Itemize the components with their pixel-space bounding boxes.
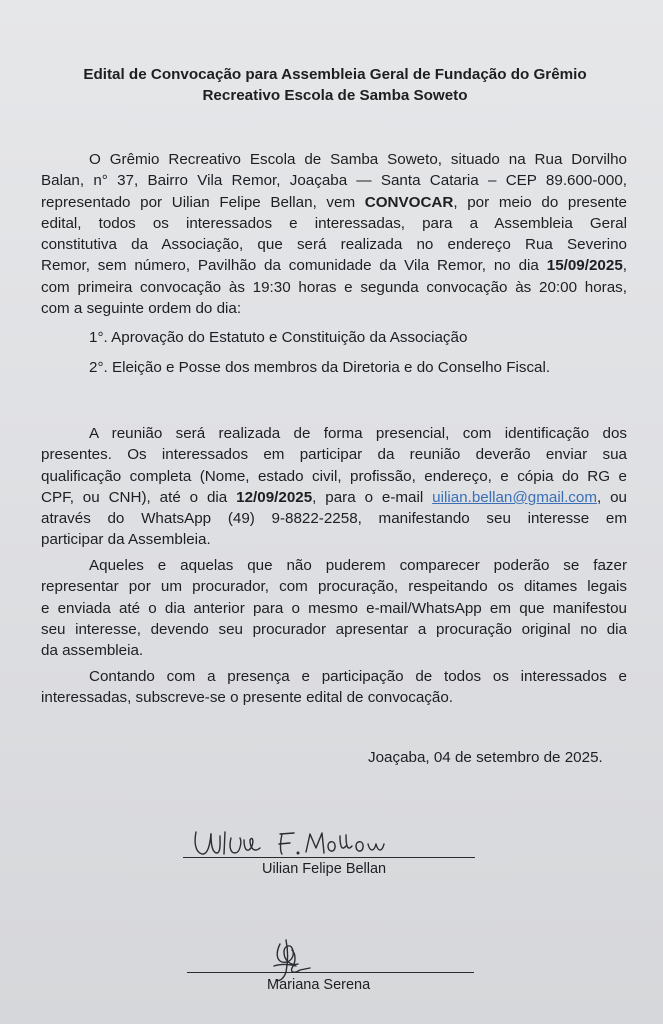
signature-line-1 [183,857,475,858]
paragraph-line: da assembleia. [41,642,144,660]
paragraph-line: A reunião será realizada de forma presencial, com identificação dos [89,425,627,442]
document-title [30,64,640,106]
paragraph-line: Balan, n° 37, Bairro Vila Remor, Joaçaba — Santa Cataria – CEP 89.600-000, [41,172,627,190]
paragraph-line: constitutiva da Associação, que será realizada no endereço Rua Severino [41,236,627,254]
paragraph-line: Contando com a presença e participação de todos os interessados e [89,668,627,685]
paragraph-convocation [41,149,627,319]
paragraph-line: O Grêmio Recreativo Escola de Samba Soweto, situado na Rua Dorvilho [89,151,627,168]
paragraph-closing [41,666,627,709]
place-and-date: Joaçaba, 04 de setembro de 2025. [368,749,603,766]
paragraph-registration [41,423,627,551]
paragraph-line: qualificação completa (Nome, estado civil, profissão, endereço, e cópia do RG e [41,467,627,485]
meeting-date-bold: 15/09/2025 [546,257,623,275]
text-run: , para o e-mail [312,488,433,506]
signature-name-2: Mariana Serena [267,977,371,993]
text-run: , ou [596,488,627,506]
paragraph-proxy [41,555,627,661]
text-run: representado por Uilian Felipe Bellan, vem [41,193,365,211]
text-run: Remor, sem número, Pavilhão da comunidade da Vila Remor, no dia [41,257,547,275]
signature-line-2 [187,972,474,973]
signature-name-1: Uilian Felipe Bellan [262,861,387,877]
paragraph-line: seu interesse, devendo seu procurador apresentar a procuração original no dia [41,620,627,638]
agenda-item-2: 2°. Eleição e Posse dos membros da Diretoria e do Conselho Fiscal. [89,359,551,376]
email-link[interactable]: uilian.bellan@gmail.com [432,488,597,506]
paragraph-line: interessadas, subscreve-se o presente edital de convocação. [41,689,453,707]
paragraph-line: com primeira convocação às 19:30 horas e segunda convocação às 20:00 horas, [41,278,627,296]
paragraph-line: com a seguinte ordem do dia: [41,300,242,318]
paragraph-line: através do WhatsApp (49) 9-8822-2258, manifestando seu interesse em [41,510,627,528]
text-run: CPF, ou CNH), até o dia [41,488,237,506]
agenda-item-1: 1°. Aprovação do Estatuto e Constituição da Associação [89,329,468,346]
title-line-1: Edital de Convocação para Assembleia Geral de Fundação do Grêmio [83,66,587,83]
paragraph-line [41,192,627,213]
paragraph-line: Aqueles e aquelas que não puderem comparecer poderão se fazer [89,557,627,574]
paragraph-line: participar da Assembleia. [41,531,211,549]
paragraph-line: representar por um procurador, com procuração, respeitando os ditames legais [41,578,627,596]
convocar-bold: CONVOCAR [364,193,454,211]
title-line-2: Recreativo Escola de Samba Soweto [202,87,468,104]
paragraph-line: e enviada até o dia anterior para o mesmo e-mail/WhatsApp em que manifestou [41,599,627,617]
text-run: , por meio do presente [453,193,628,211]
deadline-bold: 12/09/2025 [236,488,313,506]
paragraph-line [41,255,627,276]
paragraph-line: edital, todos os interessados e interessadas, para a Assembleia Geral [41,214,627,232]
text-run: , [622,257,627,275]
paragraph-line: presentes. Os interessados em participar da reunião deverão enviar sua [41,446,627,464]
paragraph-line [41,487,627,508]
